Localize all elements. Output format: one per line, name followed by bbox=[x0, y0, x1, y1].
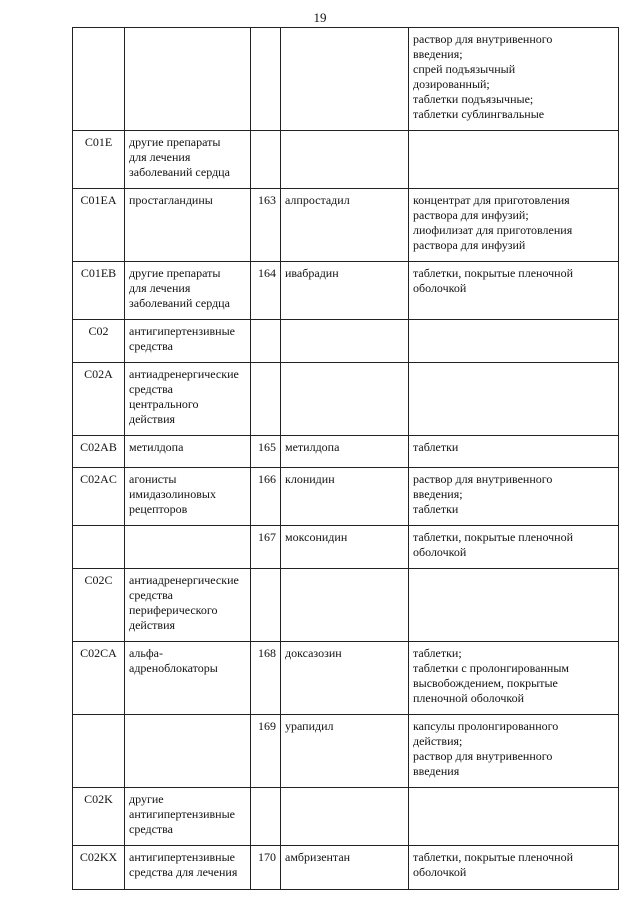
table-row bbox=[73, 788, 619, 846]
drug-name bbox=[281, 320, 409, 363]
table-row bbox=[73, 468, 619, 526]
atc-group bbox=[125, 715, 251, 788]
drug-table bbox=[72, 27, 619, 890]
atc-group: агонисты имидазолиновых рецепторов bbox=[125, 468, 251, 526]
table-row bbox=[73, 262, 619, 320]
drug-name bbox=[281, 788, 409, 846]
atc-code bbox=[73, 526, 125, 569]
atc-code: C01EA bbox=[73, 189, 125, 262]
atc-group: антигипертензивные средства bbox=[125, 320, 251, 363]
atc-group bbox=[125, 526, 251, 569]
row-number: 166 bbox=[251, 468, 281, 526]
table-row bbox=[73, 526, 619, 569]
atc-code: C02K bbox=[73, 788, 125, 846]
atc-group: другие препараты для лечения заболеваний сердца bbox=[125, 262, 251, 320]
atc-code: C02AC bbox=[73, 468, 125, 526]
atc-code: C01E bbox=[73, 131, 125, 189]
dosage-form: капсулы пролонгированного действия; раствор для внутривенного введения bbox=[409, 715, 619, 788]
row-number bbox=[251, 320, 281, 363]
atc-code bbox=[73, 715, 125, 788]
atc-group: антиадренергические средства периферического действия bbox=[125, 569, 251, 642]
dosage-form: раствор для внутривенного введения; таблетки bbox=[409, 468, 619, 526]
drug-name bbox=[281, 569, 409, 642]
dosage-form bbox=[409, 363, 619, 436]
row-number: 165 bbox=[251, 436, 281, 468]
table-row bbox=[73, 363, 619, 436]
atc-group: простагландины bbox=[125, 189, 251, 262]
dosage-form bbox=[409, 131, 619, 189]
row-number: 164 bbox=[251, 262, 281, 320]
row-number: 163 bbox=[251, 189, 281, 262]
drug-name: метилдопа bbox=[281, 436, 409, 468]
atc-code: C02CA bbox=[73, 642, 125, 715]
row-number bbox=[251, 131, 281, 189]
atc-code: C02C bbox=[73, 569, 125, 642]
atc-group: альфа- адреноблокаторы bbox=[125, 642, 251, 715]
atc-group: другие антигипертензивные средства bbox=[125, 788, 251, 846]
table-row bbox=[73, 715, 619, 788]
row-number bbox=[251, 363, 281, 436]
table-row bbox=[73, 642, 619, 715]
row-number: 169 bbox=[251, 715, 281, 788]
table-row bbox=[73, 320, 619, 363]
atc-code: C02A bbox=[73, 363, 125, 436]
table-row bbox=[73, 28, 619, 131]
row-number bbox=[251, 28, 281, 131]
table-row bbox=[73, 846, 619, 890]
dosage-form: таблетки bbox=[409, 436, 619, 468]
drug-name: алпростадил bbox=[281, 189, 409, 262]
drug-name: клонидин bbox=[281, 468, 409, 526]
atc-group: антигипертензивные средства для лечения bbox=[125, 846, 251, 890]
table-row bbox=[73, 131, 619, 189]
dosage-form bbox=[409, 320, 619, 363]
dosage-form: таблетки, покрытые пленочной оболочкой bbox=[409, 262, 619, 320]
atc-group: другие препараты для лечения заболеваний сердца bbox=[125, 131, 251, 189]
row-number bbox=[251, 788, 281, 846]
atc-group: антиадренергические средства центрального действия bbox=[125, 363, 251, 436]
drug-name bbox=[281, 28, 409, 131]
dosage-form bbox=[409, 788, 619, 846]
table-row bbox=[73, 569, 619, 642]
dosage-form: таблетки; таблетки с пролонгированным высвобождением, покрытые пленочной оболочкой bbox=[409, 642, 619, 715]
drug-name: урапидил bbox=[281, 715, 409, 788]
drug-name bbox=[281, 363, 409, 436]
table-row bbox=[73, 189, 619, 262]
dosage-form: раствор для внутривенного введения; спрей подъязычный дозированный; таблетки подъязычные; таблетки сублингвальные bbox=[409, 28, 619, 131]
drug-name: амбризентан bbox=[281, 846, 409, 890]
atc-group: метилдопа bbox=[125, 436, 251, 468]
row-number: 170 bbox=[251, 846, 281, 890]
atc-code: C02 bbox=[73, 320, 125, 363]
page-number: 19 bbox=[313, 10, 327, 25]
dosage-form: таблетки, покрытые пленочной оболочкой bbox=[409, 846, 619, 890]
atc-code: C02AB bbox=[73, 436, 125, 468]
drug-name: ивабрадин bbox=[281, 262, 409, 320]
drug-name: моксонидин bbox=[281, 526, 409, 569]
atc-group bbox=[125, 28, 251, 131]
atc-code bbox=[73, 28, 125, 131]
table-row bbox=[73, 436, 619, 468]
drug-name bbox=[281, 131, 409, 189]
drug-name: доксазозин bbox=[281, 642, 409, 715]
row-number bbox=[251, 569, 281, 642]
row-number: 167 bbox=[251, 526, 281, 569]
atc-code: C02KX bbox=[73, 846, 125, 890]
dosage-form bbox=[409, 569, 619, 642]
row-number: 168 bbox=[251, 642, 281, 715]
atc-code: C01EB bbox=[73, 262, 125, 320]
dosage-form: концентрат для приготовления раствора для инфузий; лиофилизат для приготовления раствора для инфузий bbox=[409, 189, 619, 262]
dosage-form: таблетки, покрытые пленочной оболочкой bbox=[409, 526, 619, 569]
